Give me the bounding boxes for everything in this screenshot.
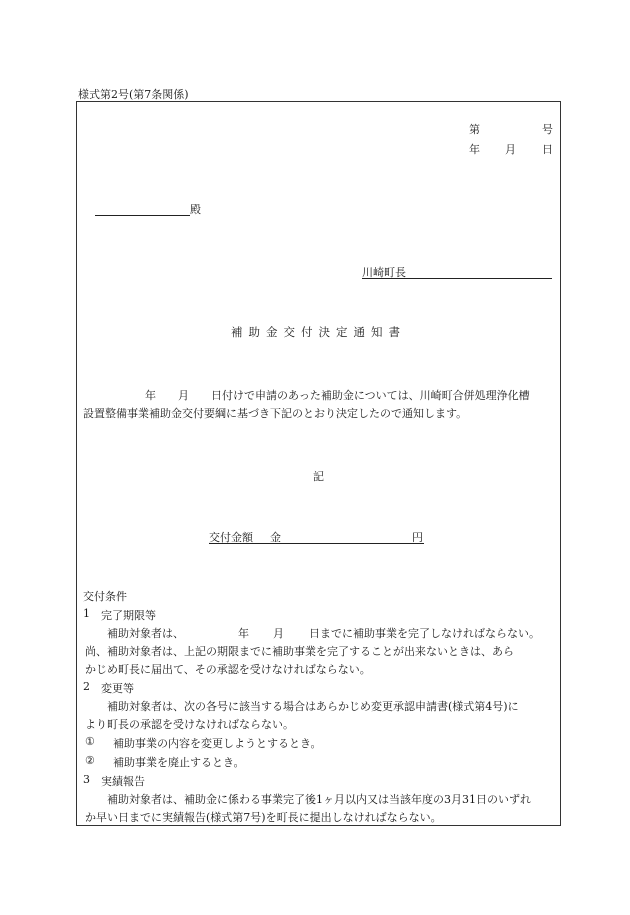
sender-line <box>362 278 552 279</box>
date-month-label: 月 <box>505 143 516 156</box>
condition-3-number: 3 <box>83 773 90 786</box>
condition-2-sub1-mark: ① <box>85 735 95 748</box>
sender-name: 川崎町長 <box>362 266 406 279</box>
number-prefix: 第 <box>469 123 480 136</box>
condition-1-line3: かじめ町長に届出て、その承認を受けなければならない。 <box>85 663 371 676</box>
amount-unit: 円 <box>412 531 423 544</box>
condition-1-number: 1 <box>83 607 90 620</box>
condition-3-line2: か早い日までに実績報告(様式第7号)を町長に提出しなければならない。 <box>85 811 442 824</box>
condition-2-sub2-mark: ② <box>85 754 95 767</box>
condition-1-line1-year: 年 <box>238 627 249 640</box>
condition-1-line1-pre: 補助対象者は、 <box>107 627 184 640</box>
condition-2-number: 2 <box>83 680 90 693</box>
condition-2-title: 変更等 <box>101 682 134 695</box>
form-code: 様式第2号(第7条関係) <box>78 88 189 101</box>
addressee-suffix: 殿 <box>190 203 201 216</box>
date-year-label: 年 <box>469 143 480 156</box>
body-line1: 日付けで申請のあった補助金については、川崎町合併処理浄化槽 <box>211 389 530 402</box>
conditions-heading: 交付条件 <box>83 590 127 603</box>
condition-1-line1-month: 月 <box>273 627 284 640</box>
date-day-label: 日 <box>542 143 553 156</box>
document-title: 補助金交付決定通知書 <box>231 325 406 339</box>
number-suffix: 号 <box>542 123 553 136</box>
condition-1-title: 完了期限等 <box>101 609 156 622</box>
condition-1-line1-post: 日までに補助事業を完了しなければならない。 <box>309 627 540 640</box>
condition-1-line2: 尚、補助対象者は、上記の期限までに補助事業を完了することが出来ないときは、あら <box>85 645 514 658</box>
body-month: 月 <box>178 389 189 402</box>
condition-3-line1: 補助対象者は、補助金に係わる事業完了後1ヶ月以内又は当該年度の3月31日のいずれ <box>107 793 531 806</box>
condition-3-title: 実績報告 <box>101 775 145 788</box>
notice-frame <box>76 101 561 826</box>
amount-line <box>209 543 424 544</box>
addressee-line <box>95 215 190 216</box>
condition-2-line1: 補助対象者は、次の各号に該当する場合はあらかじめ変更承認申請書(様式第4号)に <box>107 700 519 713</box>
amount-kin: 金 <box>270 531 281 544</box>
body-line2: 設置整備事業補助金交付要綱に基づき下記のとおり決定したので通知します。 <box>83 407 468 420</box>
body-year: 年 <box>145 389 156 402</box>
amount-label: 交付金額 <box>209 531 253 544</box>
condition-2-line2: より町長の承認を受けなければならない。 <box>85 718 294 731</box>
condition-2-sub1-text: 補助事業の内容を変更しようとするとき。 <box>113 737 322 750</box>
condition-2-sub2-text: 補助事業を廃止するとき。 <box>113 756 245 769</box>
ki-heading: 記 <box>313 470 324 483</box>
